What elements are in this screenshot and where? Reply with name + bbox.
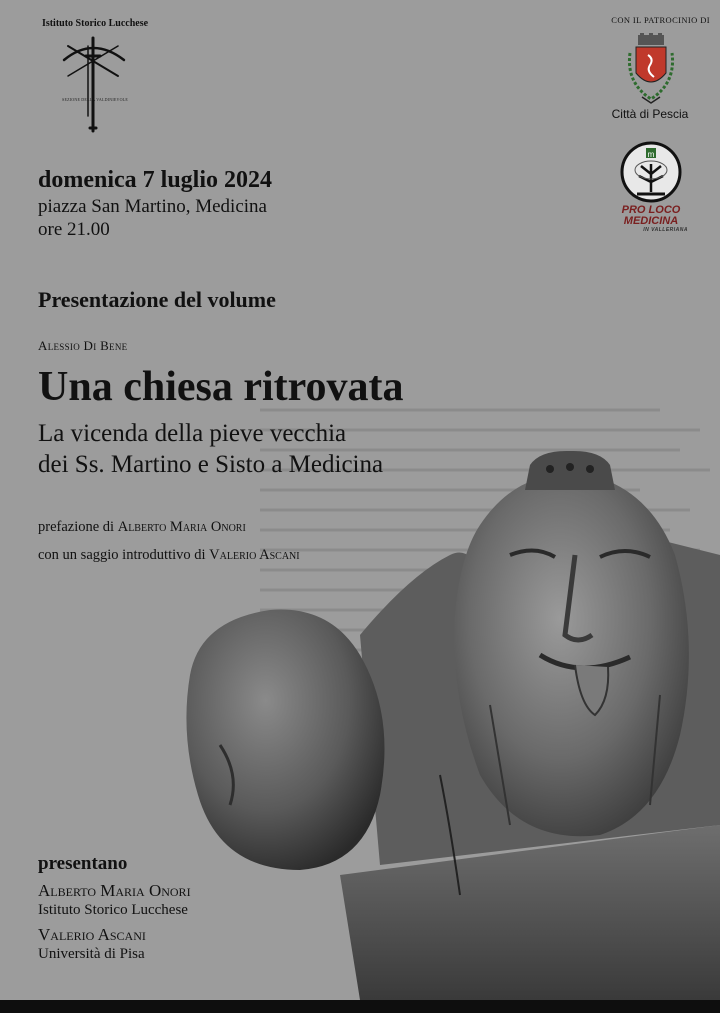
proloco-line2: MEDICINA bbox=[623, 215, 679, 227]
event-date: domenica 7 luglio 2024 bbox=[38, 167, 273, 193]
city-name: Città di Pescia bbox=[611, 107, 689, 121]
event-place: piazza San Martino, Medicina bbox=[38, 196, 267, 217]
essay-author: Valerio Ascani bbox=[209, 547, 300, 563]
presenter-name: Alberto Maria Onori bbox=[38, 881, 191, 900]
section-label: Presentazione del volume bbox=[38, 287, 276, 312]
presenter-item bbox=[38, 925, 191, 963]
subtitle-line-2: dei Ss. Martino e Sisto a Medicina bbox=[38, 451, 384, 478]
preface-author: Alberto Maria Onori bbox=[117, 519, 246, 535]
presenter-name: Valerio Ascani bbox=[38, 925, 146, 944]
subtitle-line-1: La vicenda della pieve vecchia bbox=[38, 420, 347, 447]
proloco-wordmark bbox=[596, 205, 706, 233]
event-info bbox=[38, 165, 272, 241]
stone-sculpture-image bbox=[180, 445, 720, 1000]
proloco-line1: PRO LOCO bbox=[621, 204, 681, 216]
patronage-label: CON IL PATROCINIO DI bbox=[611, 15, 710, 25]
presenter-affiliation: Università di Pisa bbox=[38, 946, 145, 962]
author-name: Alessio Di Bene bbox=[38, 338, 128, 353]
proloco-emblem-icon bbox=[619, 140, 683, 204]
presenters-label: presentano bbox=[38, 853, 128, 874]
pescia-crest-icon bbox=[624, 33, 678, 105]
presenter-item bbox=[38, 881, 191, 919]
svg-text:m: m bbox=[647, 150, 655, 159]
preface-prefix: prefazione di bbox=[38, 519, 118, 535]
crossbow-cross-icon bbox=[28, 16, 158, 136]
publisher-tagline: SEZIONE DELLA VALDINIEVOLE bbox=[62, 97, 128, 102]
essay-prefix: con un saggio introduttivo di bbox=[38, 547, 210, 563]
presenters-block bbox=[38, 853, 191, 969]
proloco-line3: IN VALLERIANA bbox=[643, 227, 688, 233]
bottom-bar bbox=[0, 1000, 720, 1013]
publisher-name: Istituto Storico Lucchese bbox=[41, 18, 149, 29]
presenter-affiliation: Istituto Storico Lucchese bbox=[38, 902, 188, 918]
book-title: Una chiesa ritrovata bbox=[38, 364, 404, 410]
event-time: ore 21.00 bbox=[38, 219, 110, 240]
